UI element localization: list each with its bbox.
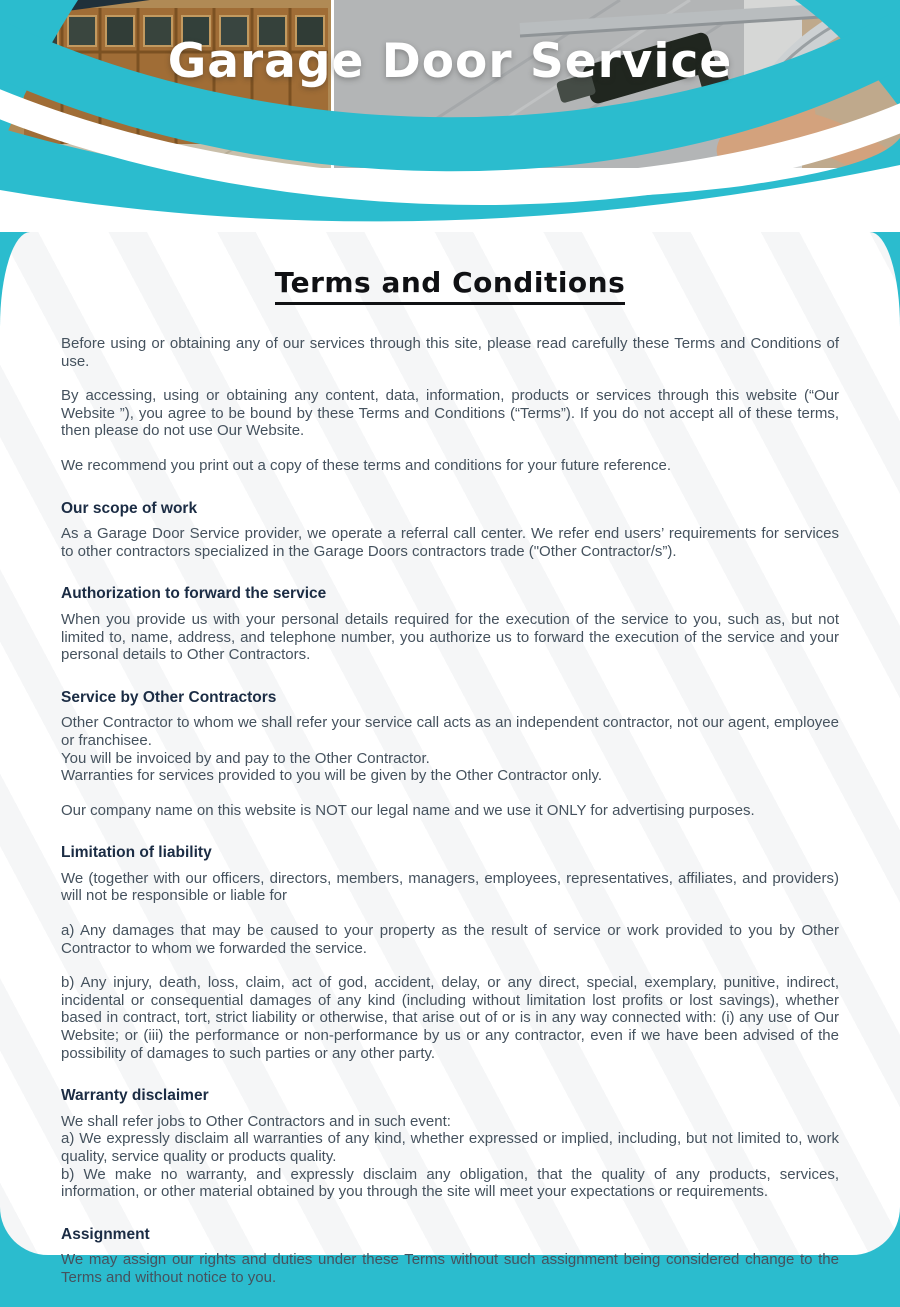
paragraph: As a Garage Door Service provider, we operate a referral call center. We refer end users’ requirements for services to other contractors specialized in the Garage Doors contractors trade ("Other Contractor/s”). (61, 525, 839, 560)
section-heading: Warranty disclaimer (61, 1087, 209, 1105)
paragraph: Our company name on this website is NOT our legal name and we use it ONLY for advertising purposes. (61, 801, 755, 819)
section-heading: Service by Other Contractors (61, 688, 277, 706)
paragraph-line: We shall refer jobs to Other Contractors and in such event: (61, 1112, 451, 1130)
section-heading: Assignment (61, 1225, 150, 1243)
paragraph-line: a) We expressly disclaim all warranties of any kind, whether expressed or implied, including, but not limited to, work quality, service quality or products quality. (61, 1130, 839, 1165)
paragraph: We (together with our officers, directors, members, managers, employees, representatives, affiliates, and providers) will not be responsible or liable for (61, 869, 839, 905)
section-heading: Authorization to forward the service (61, 585, 327, 603)
paragraph: b) Any injury, death, loss, claim, act of god, accident, delay, or any direct, special, exemplary, punitive, indirect, incidental or consequential damages of any kind (including without limitation lost profits or lost savings), whether based in contract, tort, strict liability or otherwise, that arise out of or is in any way connected with: (i) any use of Our Website; or (iii) the performance or non-performance by us or any contractor, even if we have been advised of the possibility of damages to such parties or any other party. (61, 974, 839, 1062)
page-title-row (61, 266, 839, 305)
paragraph: Before using or obtaining any of our services through this site, please read carefully these Terms and Conditions of use. (61, 335, 839, 370)
paragraph: a) Any damages that may be caused to your property as the result of service or work provided to you by Other Contractor to whom we forwarded the service. (61, 922, 839, 957)
paragraph-line: You will be invoiced by and pay to the Other Contractor. (61, 749, 430, 767)
terms-document-card (0, 232, 900, 1286)
document-blocks (61, 335, 839, 1287)
paragraph (61, 714, 839, 784)
section-heading: Limitation of liability (61, 844, 212, 862)
paragraph (61, 1113, 839, 1201)
site-title: Garage Door Service (167, 34, 733, 89)
paragraph-line: Warranties for services provided to you will be given by the Other Contractor only. (61, 767, 603, 785)
header-banner (0, 0, 900, 232)
paragraph: We may assign our rights and duties under these Terms without such assignment being considered change to the Terms and without notice to you. (61, 1251, 839, 1286)
paragraph: When you provide us with your personal details required for the execution of the service to you, such as, but not limited to, name, address, and telephone number, you authorize us to forward the execution of the service and your personal details to Other Contractors. (61, 610, 839, 664)
paragraph: We recommend you print out a copy of these terms and conditions for your future reference. (61, 456, 672, 474)
paragraph-line: b) We make no warranty, and expressly disclaim any obligation, that the quality of any products, services, information, or other material obtained by you through the site will meet your expectations or requirements. (61, 1165, 839, 1201)
section-heading: Our scope of work (61, 499, 198, 517)
paragraph-line: Other Contractor to whom we shall refer your service call acts as an independent contractor, not our agent, employee or franchisee. (61, 714, 839, 749)
page-title: Terms and Conditions (275, 266, 626, 305)
paragraph: By accessing, using or obtaining any content, data, information, products or services through this website (“Our Website ”), you agree to be bound by these Terms and Conditions (“Terms”). If you do not accept all of these terms, then please do not use Our Website. (61, 387, 839, 440)
